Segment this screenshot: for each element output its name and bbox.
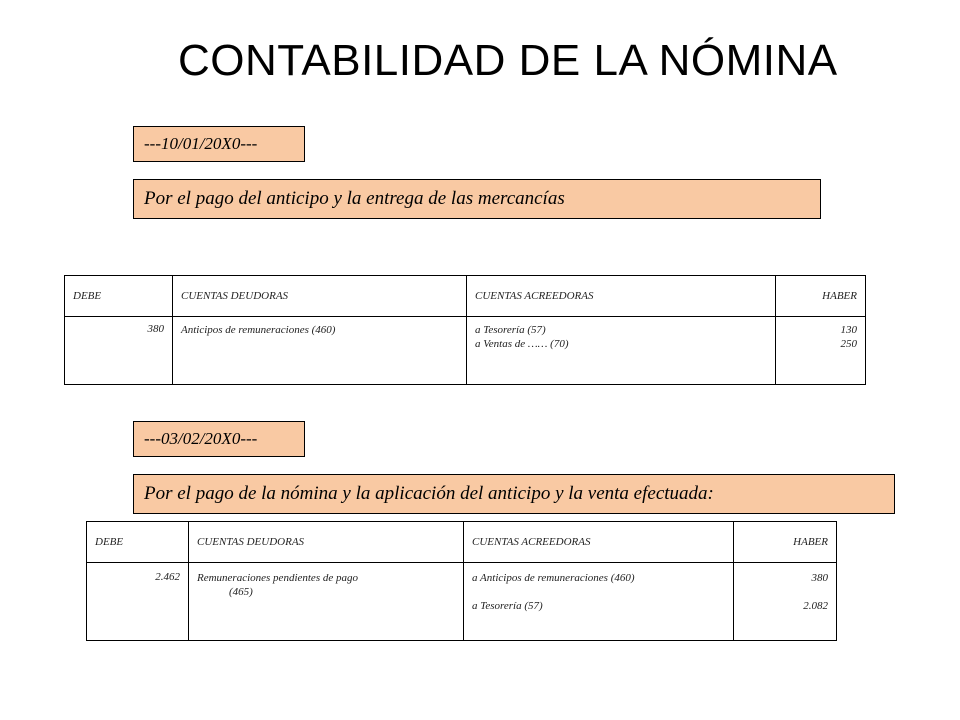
- header-cuentas-acreedoras: CUENTAS ACREEDORAS: [467, 276, 776, 317]
- table-header-row: [65, 276, 866, 317]
- table-row: [87, 563, 837, 641]
- entry-description-1: Por el pago del anticipo y la entrega de las mercancías: [133, 179, 821, 219]
- credit-account-spacer: [472, 585, 725, 599]
- page-title: CONTABILIDAD DE LA NÓMINA: [178, 36, 838, 85]
- header-debe: DEBE: [87, 522, 189, 563]
- debe-value: 380: [65, 317, 173, 385]
- debit-account-code: (465): [229, 586, 253, 598]
- haber-value: 130: [840, 324, 857, 336]
- credit-account: a Ventas de …… (70): [475, 338, 569, 350]
- credit-account: a Tesorería (57): [472, 600, 543, 612]
- haber-value: 250: [840, 338, 857, 350]
- credit-account: a Tesorería (57): [475, 324, 546, 336]
- table-row: [65, 317, 866, 385]
- header-cuentas-acreedoras: CUENTAS ACREEDORAS: [464, 522, 734, 563]
- entry-description-2: Por el pago de la nómina y la aplicación del anticipo y la venta efectuada:: [133, 474, 895, 514]
- entry-date-2: ---03/02/20X0---: [133, 421, 305, 457]
- debe-value: 2.462: [87, 563, 189, 641]
- header-cuentas-deudoras: CUENTAS DEUDORAS: [189, 522, 464, 563]
- journal-table-1: [64, 275, 866, 385]
- credit-account: a Anticipos de remuneraciones (460): [472, 572, 635, 584]
- journal-table-2: [86, 521, 837, 641]
- header-cuentas-deudoras: CUENTAS DEUDORAS: [173, 276, 467, 317]
- debit-account: Remuneraciones pendientes de pago: [197, 572, 358, 584]
- table-header-row: [87, 522, 837, 563]
- header-haber: HABER: [776, 276, 866, 317]
- debit-account: Anticipos de remuneraciones (460): [181, 324, 336, 336]
- haber-value-spacer: [742, 585, 828, 599]
- haber-value: 2.082: [803, 600, 828, 612]
- entry-date-1: ---10/01/20X0---: [133, 126, 305, 162]
- header-debe: DEBE: [65, 276, 173, 317]
- header-haber: HABER: [734, 522, 837, 563]
- haber-value: 380: [811, 572, 828, 584]
